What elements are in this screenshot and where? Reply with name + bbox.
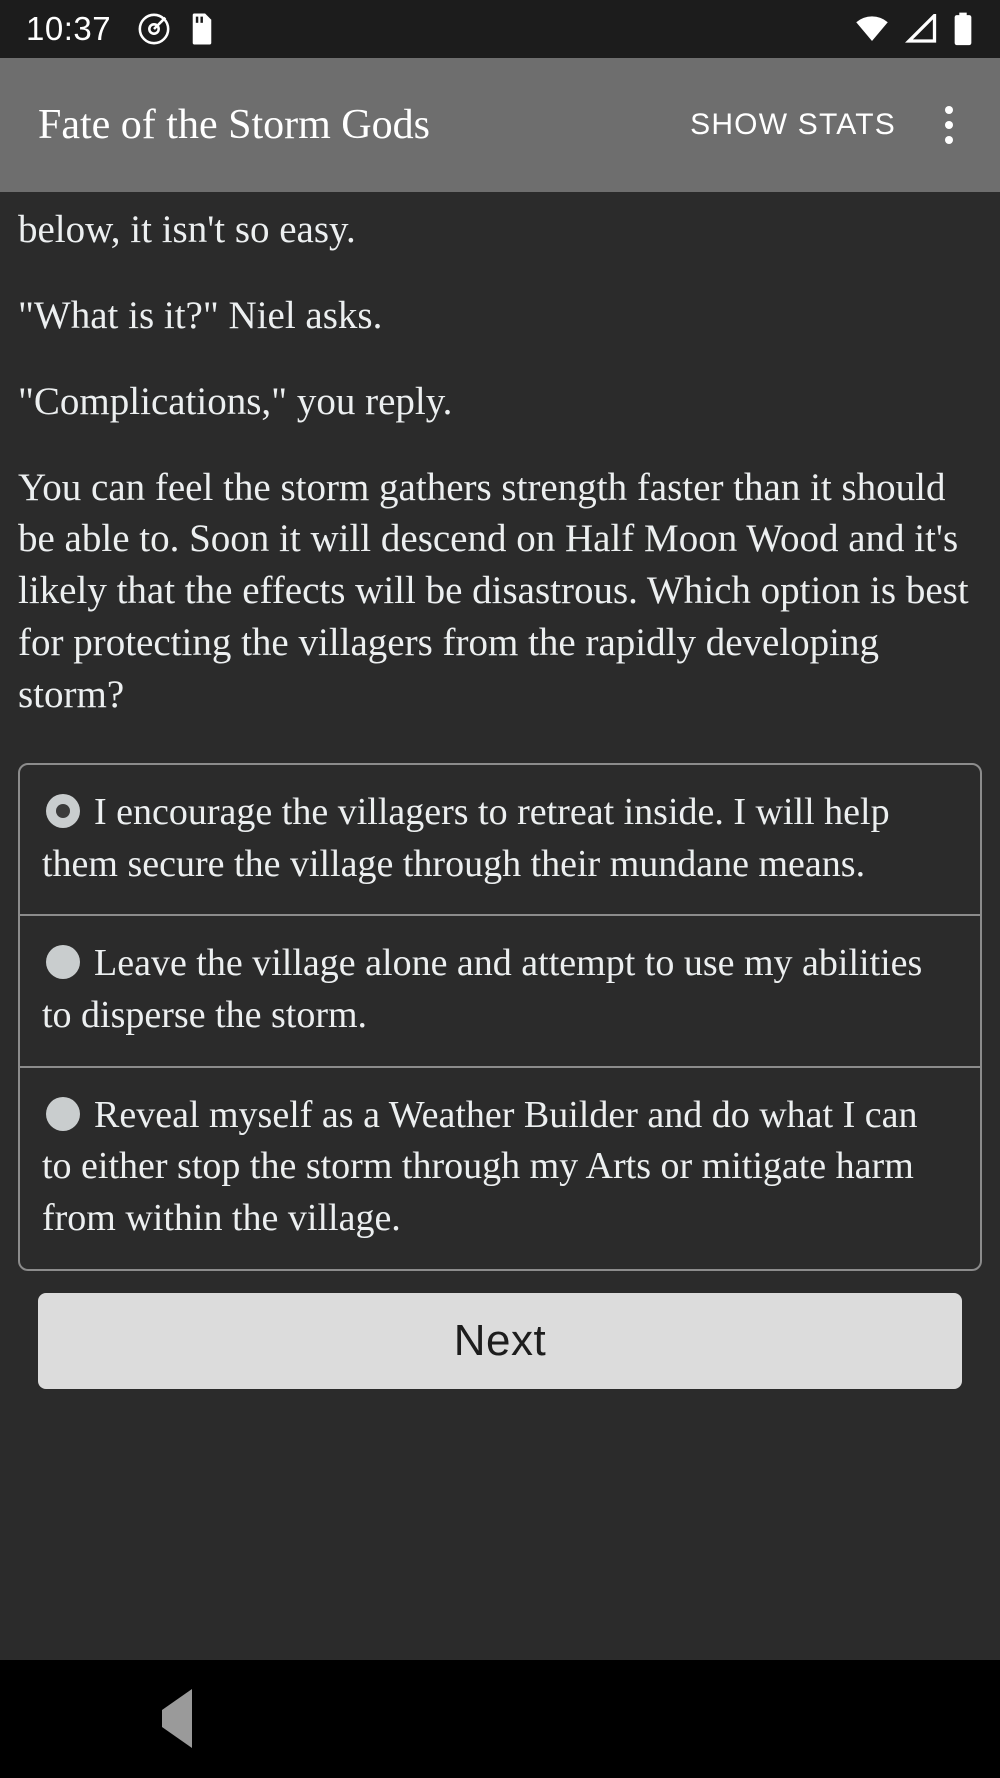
show-stats-button[interactable]: SHOW STATS xyxy=(690,108,896,141)
battery-full-icon xyxy=(952,12,974,46)
choice-option-3[interactable] xyxy=(20,1068,980,1269)
story-paragraph: below, it isn't so easy. xyxy=(18,208,356,251)
choice-option-3-text: Reveal myself as a Weather Builder and do what I can to either stop the storm through my Arts or mitigate harm from within the village. xyxy=(42,1093,918,1239)
choice-label xyxy=(42,942,922,1036)
radio-button-selected[interactable] xyxy=(46,794,80,828)
choice-option-1[interactable] xyxy=(20,765,980,916)
choice-option-1-text: I encourage the villagers to retreat inside. I will help them secure the village through their mundane means. xyxy=(42,790,890,885)
cell-signal-icon xyxy=(904,14,938,44)
status-left-icons xyxy=(137,12,215,46)
status-bar xyxy=(0,0,1000,58)
radio-button[interactable] xyxy=(46,945,80,979)
story-paragraph: "Complications," you reply. xyxy=(18,379,453,423)
next-button-container xyxy=(18,1271,982,1415)
choice-label xyxy=(42,1094,918,1239)
story-paragraph: "What is it?" Niel asks. xyxy=(18,293,383,337)
sd-card-icon xyxy=(189,12,215,46)
story-text xyxy=(18,198,982,755)
screenshot-capture-icon xyxy=(137,12,171,46)
next-button[interactable]: Next xyxy=(38,1293,962,1389)
app-bar xyxy=(0,58,1000,192)
radio-button[interactable] xyxy=(46,1097,80,1131)
wifi-icon xyxy=(854,14,890,44)
choice-option-2[interactable] xyxy=(20,916,980,1067)
story-scroll-area[interactable] xyxy=(0,192,1000,1660)
choice-list xyxy=(18,763,982,1271)
choice-label xyxy=(42,791,890,885)
status-right-icons xyxy=(854,12,974,46)
page-title: Fate of the Storm Gods xyxy=(38,102,430,148)
choice-option-2-text: Leave the village alone and attempt to use my abilities to disperse the storm. xyxy=(42,942,923,1036)
status-clock: 10:37 xyxy=(26,10,112,47)
system-nav-bar xyxy=(0,1660,1000,1778)
nav-back-icon[interactable] xyxy=(162,1710,192,1728)
story-paragraph: You can feel the storm gathers strength faster than it should be able to. Soon it will descend on Half Moon Wood and it's likely that the effects will be disastrous. Which option is best for protecting the villagers from the rapidly developing storm? xyxy=(18,465,969,717)
overflow-menu-icon[interactable] xyxy=(920,88,978,162)
